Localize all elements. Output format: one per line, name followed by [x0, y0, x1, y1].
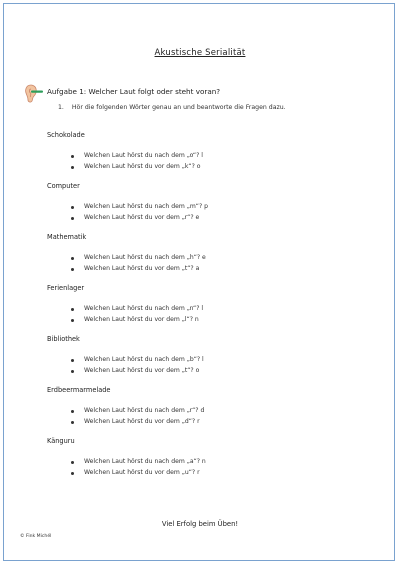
word-section — [47, 233, 377, 276]
question-text: Welchen Laut hörst du vor dem „k“? — [84, 163, 195, 170]
answer-text: d — [200, 407, 205, 414]
word-section — [47, 284, 377, 327]
answer-text: l — [202, 356, 204, 363]
word-label: Erdbeermarmelade — [47, 386, 111, 394]
question-text: Welchen Laut hörst du nach dem „n“? — [84, 305, 200, 312]
question-text: Welchen Laut hörst du vor dem „u“? — [84, 469, 196, 476]
question-item — [47, 407, 377, 418]
question-item — [47, 254, 377, 265]
word-section — [47, 386, 377, 429]
bullet-icon — [71, 472, 74, 475]
question-list — [47, 254, 377, 276]
instruction-number: 1. — [58, 104, 64, 111]
answer-text: n — [194, 316, 199, 323]
question-item — [47, 305, 377, 316]
question-text: Welchen Laut hörst du nach dem „m“? — [84, 203, 203, 210]
bullet-icon — [71, 155, 74, 158]
instruction-text: Hör die folgenden Wörter genau an und beantworte die Fragen dazu. — [71, 104, 286, 111]
question-item — [47, 458, 377, 469]
question-item — [47, 316, 377, 327]
question-text: Welchen Laut hörst du nach dem „h“? — [84, 254, 201, 261]
word-section — [47, 131, 377, 174]
question-text: Welchen Laut hörst du nach dem „a“? — [84, 458, 200, 465]
question-list — [47, 203, 377, 225]
bullet-icon — [71, 206, 74, 209]
question-text: Welchen Laut hörst du vor dem „d“? — [84, 418, 196, 425]
bullet-icon — [71, 166, 74, 169]
question-item — [47, 214, 377, 225]
word-label: Bibliothek — [47, 335, 80, 343]
answer-text: e — [202, 254, 206, 261]
word-label: Känguru — [47, 437, 75, 445]
question-text: Welchen Laut hörst du nach dem „r“? — [84, 407, 199, 414]
question-text: Welchen Laut hörst du vor dem „r“? — [84, 214, 194, 221]
word-section — [47, 182, 377, 225]
question-list — [47, 305, 377, 327]
question-item — [47, 469, 377, 480]
question-text: Welchen Laut hörst du vor dem „t“? — [84, 367, 194, 374]
question-text: Welchen Laut hörst du nach dem „o“? — [84, 152, 200, 159]
answer-text: r — [197, 418, 200, 425]
word-section — [47, 335, 377, 378]
question-item — [47, 418, 377, 429]
ear-icon — [22, 82, 44, 104]
answer-text: a — [195, 265, 200, 272]
question-item — [47, 356, 377, 367]
question-item — [47, 203, 377, 214]
bullet-icon — [71, 308, 74, 311]
bullet-icon — [71, 257, 74, 260]
question-item — [47, 367, 377, 378]
question-text: Welchen Laut hörst du vor dem „l“? — [84, 316, 193, 323]
question-text: Welchen Laut hörst du vor dem „t“? — [84, 265, 194, 272]
question-item — [47, 163, 377, 174]
bullet-icon — [71, 319, 74, 322]
bullet-icon — [71, 461, 74, 464]
question-text: Welchen Laut hörst du nach dem „b“? — [84, 356, 201, 363]
question-item — [47, 265, 377, 276]
answer-text: l — [201, 152, 203, 159]
task-title: Aufgabe 1: Welcher Laut folgt oder steht voran? — [47, 87, 221, 96]
answer-text: r — [197, 469, 200, 476]
word-label: Mathematik — [47, 233, 87, 241]
closing-message: Viel Erfolg beim Üben! — [161, 520, 239, 528]
task-header — [20, 82, 380, 106]
answer-text: o — [196, 163, 201, 170]
bullet-icon — [71, 268, 74, 271]
document-title: Akustische Serialität — [154, 48, 246, 58]
question-list — [47, 356, 377, 378]
question-item — [47, 152, 377, 163]
word-label: Computer — [47, 182, 80, 190]
question-list — [47, 152, 377, 174]
word-label: Ferienlager — [47, 284, 85, 292]
answer-text: p — [204, 203, 208, 210]
answer-text: l — [201, 305, 204, 312]
copyright-notice: © Fink Michél — [20, 534, 52, 539]
answer-text: n — [201, 458, 206, 465]
question-list — [47, 407, 377, 429]
bullet-icon — [71, 370, 74, 373]
bullet-icon — [71, 217, 74, 220]
word-section — [47, 437, 377, 480]
bullet-icon — [71, 359, 74, 362]
bullet-icon — [71, 410, 74, 413]
question-list — [47, 458, 377, 480]
bullet-icon — [71, 421, 74, 424]
answer-text: e — [195, 214, 200, 221]
answer-text: o — [195, 367, 200, 374]
word-label: Schokolade — [47, 131, 85, 139]
instruction — [58, 104, 286, 111]
